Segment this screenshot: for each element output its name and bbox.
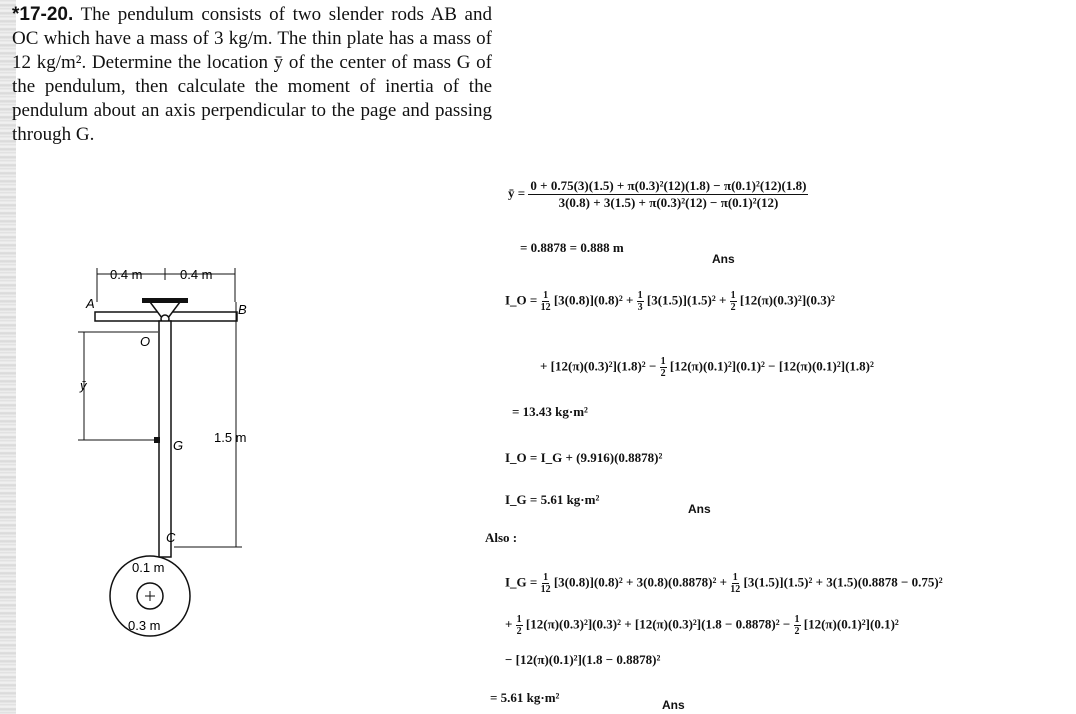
also-equation-line2 [505, 614, 899, 637]
also-lhs: I_G = [505, 574, 538, 590]
frac-num: 1 [543, 572, 549, 583]
ybar-result: = 0.8878 = 0.888 m [520, 240, 624, 255]
ybar-fraction [528, 178, 808, 211]
rod-oc [159, 321, 171, 557]
frac-num: 1 [660, 356, 666, 367]
center-of-mass-marker [154, 437, 160, 443]
label-ybar: ȳ [80, 378, 87, 393]
frac-1-12 [541, 572, 551, 595]
io-lhs: I_O = [505, 292, 538, 308]
frac-num: 1 [543, 290, 549, 301]
pendulum-figure [70, 262, 370, 702]
frac-1-3 [637, 290, 644, 313]
io-term3: [12(π)(0.3)²](0.3)² [739, 292, 835, 308]
label-r-outer: 0.3 m [128, 618, 161, 633]
problem-number: *17-20. [12, 4, 74, 25]
label-r-inner: 0.1 m [132, 560, 165, 575]
io-line2-b: [12(π)(0.1)²](0.1)² − [12(π)(0.1)²](1.8)² [669, 358, 874, 374]
frac-num: 1 [732, 572, 738, 583]
frac-1-2 [516, 614, 523, 637]
ans-label: Ans [712, 252, 735, 266]
io-term2: [3(1.5)](1.5)² + [646, 292, 727, 308]
ans-label: Ans [688, 502, 711, 516]
also-l2-plus: + [505, 616, 513, 632]
ybar-numerator: 0 + 0.75(3)(1.5) + π(0.3)²(12)(1.8) − π(0.1)²(12)(1.8) [530, 178, 807, 193]
ybar-equation [508, 178, 808, 211]
frac-num: 1 [637, 290, 643, 301]
also-term2: [3(1.5)](1.5)² + 3(1.5)(0.8878 − 0.75)² [743, 574, 943, 590]
dim-left-label: 0.4 m [110, 267, 143, 282]
frac-1-12 [730, 572, 740, 595]
label-c: C [166, 530, 176, 545]
frac-den: 2 [730, 302, 736, 313]
frac-1-2 [660, 356, 667, 379]
frac-den: 3 [637, 302, 643, 313]
also-label: Also : [485, 530, 518, 545]
problem-text: The pendulum consists of two slender rods AB and OC which have a mass of 3 kg/m. The thin plate has a mass of 12 kg/m². Determine the location ȳ of the center of mass G of the pendulum, then calculate the moment of inertia of the pendulum about an axis perpendicular to the page and passing through G. [12, 4, 492, 145]
ig-result: I_G = 5.61 kg·m² [505, 492, 600, 507]
io-equation [505, 290, 835, 313]
frac-den: 12 [540, 302, 551, 313]
frac-den: 12 [730, 584, 741, 595]
also-l2-tail: [12(π)(0.1)²](0.1)² [803, 616, 899, 632]
frac-num: 1 [794, 614, 800, 625]
io-line2 [540, 356, 874, 379]
label-b: B [238, 302, 247, 317]
label-g: G [173, 438, 184, 453]
also-l2-body: [12(π)(0.3)²](0.3)² + [12(π)(0.3)²](1.8 − 0.8878)² − [525, 616, 791, 632]
frac-den: 2 [660, 368, 666, 379]
label-o: O [140, 334, 151, 349]
frac-1-2 [730, 290, 737, 313]
frac-num: 1 [516, 614, 522, 625]
parallel-axis-equation: I_O = I_G + (9.916)(0.8878)² [505, 450, 663, 465]
also-result: = 5.61 kg·m² [490, 690, 560, 705]
frac-1-2 [794, 614, 801, 637]
frac-num: 1 [730, 290, 736, 301]
ybar-lhs: ȳ = [508, 185, 526, 201]
label-a: A [86, 296, 95, 311]
also-term1: [3(0.8)](0.8)² + 3(0.8)(0.8878)² + [553, 574, 727, 590]
io-term1: [3(0.8)](0.8)² + [553, 292, 634, 308]
frac-den: 2 [794, 626, 800, 637]
problem-statement [12, 3, 492, 147]
also-equation-line3: − [12(π)(0.1)²](1.8 − 0.8878)² [505, 652, 661, 667]
dim-right-label: 0.4 m [180, 267, 213, 282]
frac-den: 12 [540, 584, 551, 595]
also-equation-line1 [505, 572, 943, 595]
ybar-denominator: 3(0.8) + 3(1.5) + π(0.3)²(12) − π(0.1)²(12) [558, 195, 779, 210]
frac-den: 2 [516, 626, 522, 637]
frac-1-12 [541, 290, 551, 313]
io-line2-a: + [12(π)(0.3)²](1.8)² − [540, 358, 657, 374]
label-length: 1.5 m [214, 430, 247, 445]
io-result: = 13.43 kg·m² [512, 404, 588, 419]
ans-label: Ans [662, 698, 685, 712]
